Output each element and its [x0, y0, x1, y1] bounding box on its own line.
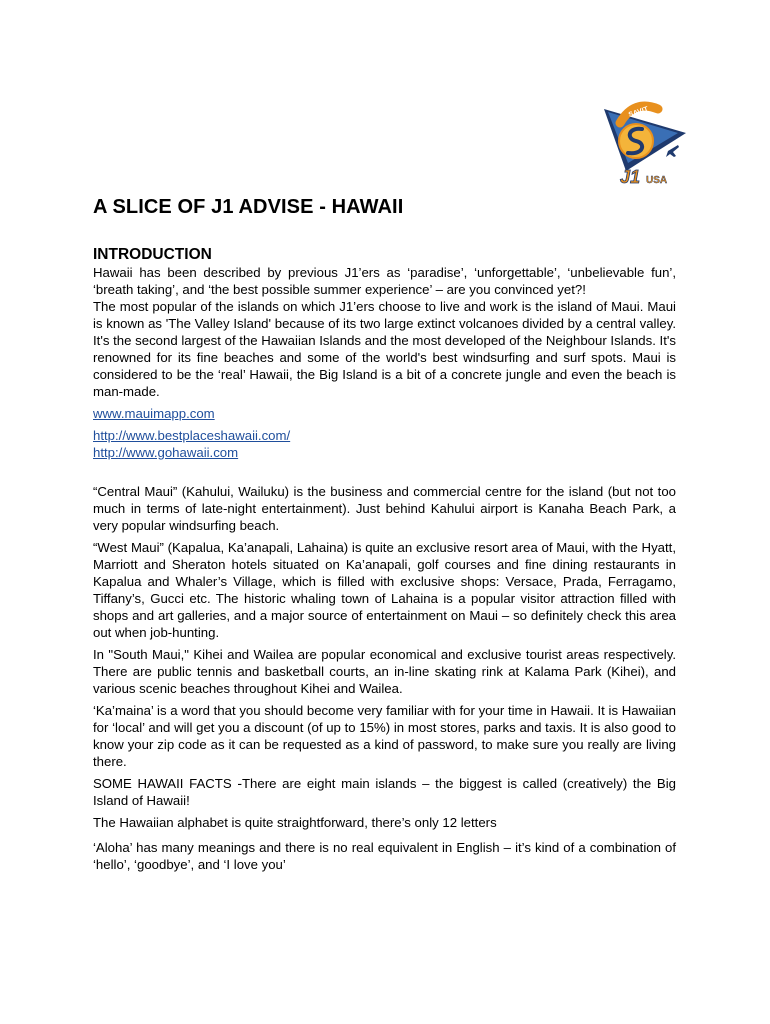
kamaina-paragraph: ‘Ka’maina’ is a word that you should become very familiar with for your time in Hawaii. It is Hawaiian for ‘local’ and will get you a discount (of up to 15%) in most stores, parks and taxis. It is also good to know your zip code as it can be requested as a kind of password, to make sure you really are living there. [93, 703, 676, 769]
link-gohawaii[interactable]: http://www.gohawaii.com [93, 445, 239, 460]
west-maui-paragraph: “West Maui” (Kapalua, Ka’anapali, Lahaina) is quite an exclusive resort area of Maui, with the Hyatt, Marriott and Sheraton hotels situated on Ka’anapali, golf courses and fine dining restaurants in Kapalua and Whaler’s Village, which is filled with exclusive shops: Versace, Prada, Ferragamo, Tiffany’s, Gucci etc. The historic whaling town of Lahaina is a popular visitor attraction filled with shops and art galleries, and a major source of entertainment on Maui – so definitely check this area out when job-hunting. [93, 540, 676, 640]
facts-heading: SOME HAWAII FACTS [93, 776, 238, 791]
document-body [93, 245, 676, 873]
logo-brand-main-text: J1 [620, 167, 641, 187]
introduction-heading: INTRODUCTION [93, 246, 212, 263]
airplane-icon [666, 145, 679, 157]
facts-dash: - [237, 775, 242, 791]
aloha-fact-paragraph: ‘Aloha’ has many meanings and there is no real equivalent in English – it’s kind of a combination of ‘hello’, ‘goodbye’, and ‘I love you’ [93, 840, 676, 872]
logo-brand-suffix-text: USA [646, 175, 668, 186]
south-maui-paragraph: In "South Maui," Kihei and Wailea are popular economical and exclusive tourist areas respectively. There are public tennis and basketball courts, an in-line skating rink at Kalama Park (Kihei), and various scenic beaches throughout Kihei and Wailea. [93, 647, 676, 696]
intro-paragraph-1: Hawaii has been described by previous J1’ers as ‘paradise’, ‘unforgettable’, ‘unbelievable fun’, ‘breath taking’, and ‘the best possible summer experience’ – are you convinced yet?! [93, 265, 676, 297]
savit-j1-usa-logo [598, 97, 690, 191]
alphabet-fact-paragraph: The Hawaiian alphabet is quite straightforward, there’s only 12 letters [93, 815, 497, 830]
intro-paragraph-2: The most popular of the islands on which J1’ers choose to live and work is the island of Maui. Maui is known as 'The Valley Island' because of its two large extinct volcanoes divided by a central valley. It's the second largest of the Hawaiian Islands and the most developed of the Neighbour Islands. It's renowned for its fine beaches and some of the world's best windsurfing and surf spots. Maui is considered to be the ‘real’ Hawaii, the Big Island is a bit of a concrete jungle and even the beach is man-made. [93, 299, 676, 399]
facts-first-item: There are eight main islands – the biggest is called (creatively) the Big Island of Hawaii! [93, 776, 676, 808]
document-title: A SLICE OF J1 ADVISE - HAWAII [93, 196, 404, 218]
hawaii-facts-paragraph [93, 775, 676, 809]
logo-badge-text: SAVIT [627, 105, 650, 119]
link-bestplaceshawaii[interactable]: http://www.bestplaceshawaii.com/ [93, 428, 291, 443]
section-spacer [93, 461, 676, 483]
central-maui-paragraph: “Central Maui” (Kahului, Wailuku) is the business and commercial centre for the island (but not too much in terms of late-night entertainment). Just behind Kahului airport is Kanaha Beach Park, a very popular windsurfing beach. [93, 484, 676, 533]
link-mauimapp[interactable]: www.mauimapp.com [93, 406, 215, 421]
